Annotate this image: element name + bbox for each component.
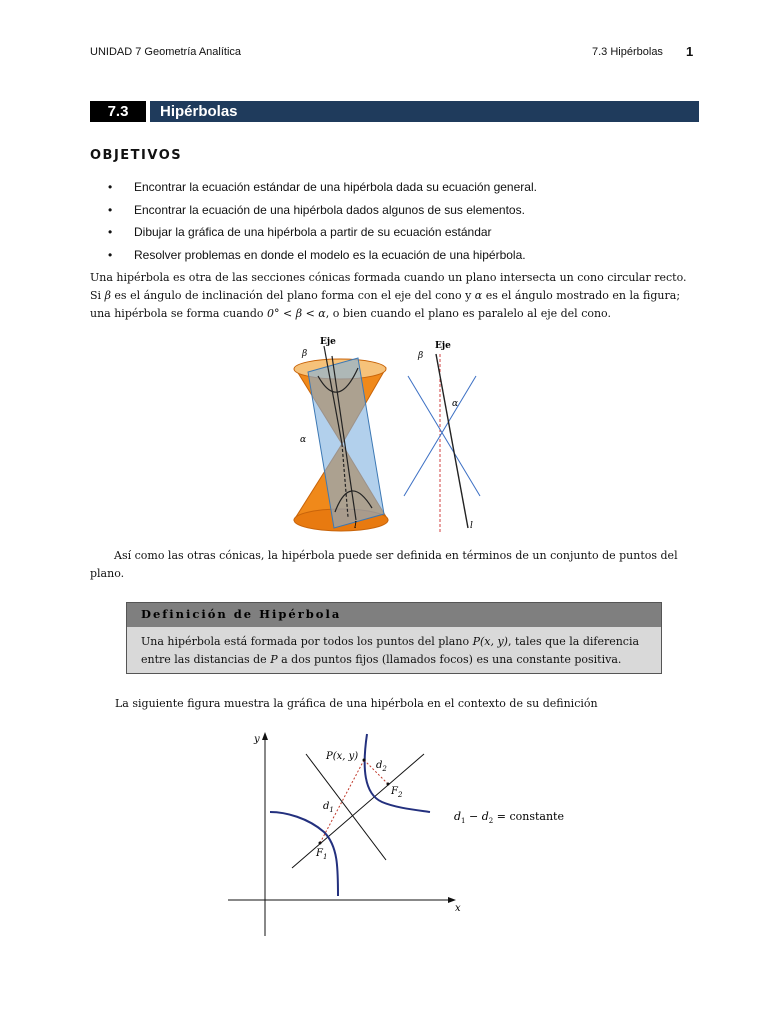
schematic-plane-line xyxy=(436,354,468,528)
page-number: 1 xyxy=(686,44,694,59)
point-p xyxy=(363,759,366,762)
alpha-label: α xyxy=(300,435,307,445)
p-symbol: P xyxy=(270,653,278,666)
hyperbola-right-branch xyxy=(365,734,430,812)
point-symbol: P(x, y) xyxy=(472,635,508,648)
eq-d1: d xyxy=(454,810,462,823)
list-item: • Encontrar la ecuación estándar de una hipérbola dada su ecuación general. xyxy=(108,176,537,199)
intro-line-1: Una hipérbola es otra de las secciones cónicas formada cuando un plano intersecta un cono circular recto. xyxy=(90,271,687,284)
text: entre las distancias de xyxy=(141,653,271,666)
text: Una hipérbola está formada por todos los puntos del plano xyxy=(141,635,473,648)
focus-f2 xyxy=(387,783,390,786)
text: , tales que la diferencia xyxy=(507,635,640,648)
definition-intro-paragraph: Así como las otras cónicas, la hipérbola puede ser definida en términos de un conjunto de puntos del plano. xyxy=(90,549,678,580)
eq-rest: = constante xyxy=(493,810,564,823)
section-title-band xyxy=(90,101,699,122)
asymptote-2 xyxy=(306,754,386,860)
running-header-left: UNIDAD 7 Geometría Analítica xyxy=(90,46,242,58)
beta-symbol: β xyxy=(104,289,111,302)
f1-text: F xyxy=(316,848,323,859)
cone-section-figure xyxy=(280,332,510,537)
list-item: • Resolver problemas en donde el modelo es la ecuación de una hipérbola. xyxy=(108,244,537,267)
f2-sub: 2 xyxy=(397,791,403,799)
text: una hipérbola se forma cuando xyxy=(90,307,268,320)
y-axis-label: y xyxy=(254,734,260,745)
d2-text: d xyxy=(376,760,383,771)
eq-sub1: 1 xyxy=(461,817,466,825)
hyperbola-definition-figure xyxy=(220,728,570,940)
definition-header xyxy=(127,603,661,627)
definition-equation xyxy=(454,810,564,825)
definition-title: Definición de Hipérbola xyxy=(141,607,342,621)
schematic-line-label: l xyxy=(470,521,473,531)
intro-paragraph xyxy=(90,269,700,323)
objectives-heading: OBJETIVOS xyxy=(90,148,183,163)
definition-body xyxy=(141,633,656,669)
section-title: Hipérbolas xyxy=(160,103,238,120)
focus-f1 xyxy=(319,842,322,845)
definition-box xyxy=(126,602,662,674)
list-item: • Encontrar la ecuación de una hipérbola dados algunos de sus elementos. xyxy=(108,199,537,222)
intro-line-3 xyxy=(90,305,700,323)
schematic-alpha-label: α xyxy=(452,399,459,409)
f2-text: F xyxy=(391,786,398,797)
section-number: 7.3 xyxy=(90,101,150,122)
text: es el ángulo mostrado en la figura; xyxy=(482,289,681,302)
text: a dos puntos fijos (llamados focos) es una constante positiva. xyxy=(277,653,622,666)
eq-d2: d xyxy=(481,810,489,823)
figure-caption-paragraph: La siguiente figura muestra la gráfica de una hipérbola en el contexto de su definición xyxy=(115,697,598,710)
eq-sub2: 2 xyxy=(488,817,494,825)
eq-minus: − xyxy=(465,810,482,823)
line-label: l xyxy=(354,521,357,531)
f2-label xyxy=(390,786,403,799)
running-header-right: 7.3 Hipérbolas xyxy=(592,46,663,58)
point-label: P(x, y) xyxy=(326,751,359,762)
list-item: • Dibujar la gráfica de una hipérbola a partir de su ecuación estándar xyxy=(108,221,537,244)
inequality: 0° < β < α xyxy=(267,307,326,320)
objectives-list xyxy=(108,176,537,266)
schematic-axis-label: Eje xyxy=(435,341,451,351)
beta-label: β xyxy=(302,349,308,359)
d2-sub: 2 xyxy=(382,765,387,773)
alpha-symbol: α xyxy=(474,289,483,302)
f1-sub: 1 xyxy=(322,853,328,861)
d1-text: d xyxy=(323,801,330,812)
hyperbola-left-branch xyxy=(270,812,338,896)
text: , o bien cuando el plano es paralelo al eje del cono. xyxy=(325,307,611,320)
axis-label: Eje xyxy=(320,337,336,347)
f1-label xyxy=(315,848,327,861)
text: es el ángulo de inclinación del plano forma con el eje del cono y xyxy=(110,289,475,302)
intro-line-2 xyxy=(90,287,700,305)
d2-label xyxy=(376,760,387,773)
x-axis-label: x xyxy=(455,903,461,914)
d1-sub: 1 xyxy=(329,806,334,814)
text: Si xyxy=(90,289,105,302)
d1-label xyxy=(323,801,334,814)
schematic-beta-label: β xyxy=(418,351,424,361)
y-axis-arrow xyxy=(262,732,268,740)
